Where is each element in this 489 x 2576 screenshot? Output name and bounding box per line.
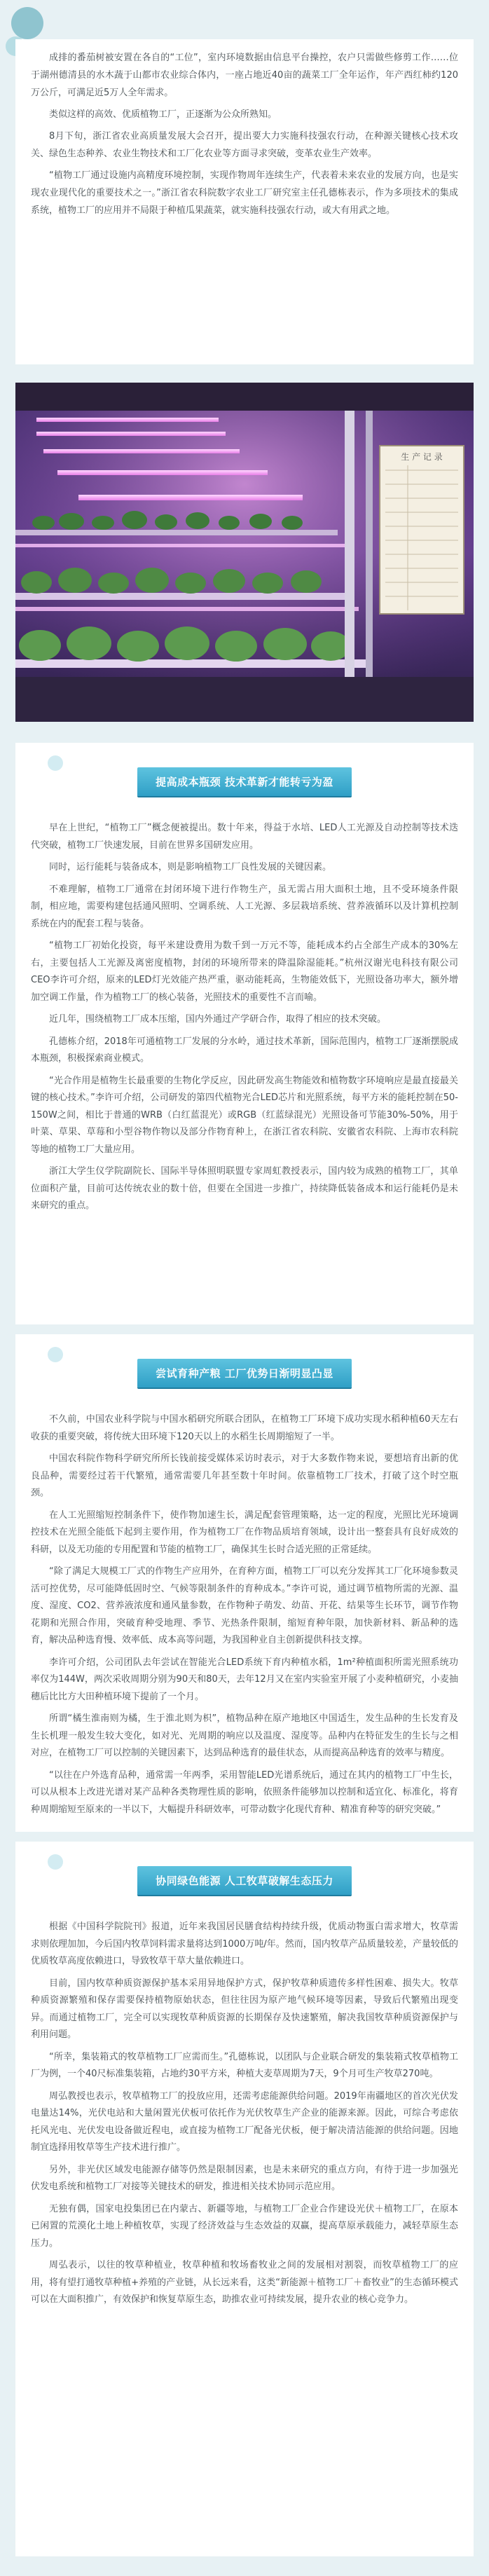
section-title: 尝试育种产粮 工厂优势日渐明显凸显 [137,1359,352,1388]
section-paragraph: “以往在户外选育品种，通常需一年两季，采用智能LED光谱系统后，通过在其内的植物工厂中生长，可以从根本上改进光谱对某产品种各类物理性质的影响，依照条件能够加以控制和适宜化、标准化，将育种周期缩短至原来的一半以下，大幅提升科研效率，可带动数字化现代育种、精准育种等的研究突破。” [31,1769,458,1815]
section-paragraph: 孔德栋介绍，2018年可通植物工厂发展的分水岭，通过技术革新，国际范围内，植物工厂逐渐摆脱成本瓶颈，积极探索商业模式。 [31,1036,458,1064]
decorative-dot [48,1347,63,1362]
intro-paragraph: 8月下旬，浙江省农业高质量发展大会召开，提出要大力实施科技强农行动，在种源关键核心技术攻关、绿色生态种养、农业生物技术和工厂化农业等方面寻求突破，变革农业生产效率。 [31,131,458,159]
section-header [31,1842,458,1919]
intro-paragraph: 成排的番茄树被安置在各自的“工位”，室内环境数据由信息平台操控，农户只需做些修剪工作……位于湖州德清县的水木蔬于山都市农业综合体内，一座占地近40亩的蔬菜工厂全年运作，年产西红柿约120万公斤，可满足近5万人全年需求。 [31,53,458,98]
section-paragraph: 另外，非光伏区域发电能源存储等仍然是限制因素，也是未来研究的重点方向，有待于进一步加强光伏发电系统和植物工厂对接等关键技术的研发，推进相关技术协同示范应用。 [31,2164,458,2192]
decorative-dot [48,755,63,771]
section-paragraph: 目前，国内牧草种质资源保护基本采用异地保护方式，保护牧草种质遗传多样性困难、损失大。牧草种质资源繁殖和保存需要保持植物原始状态，但往往因为原产地气候环境等因素，导致后代繁殖出现变异。而通过植物工厂，完全可以实现牧草种质资源的长期保存及快速繁殖，解决我国牧草种质资源保护与利用问题。 [31,1978,458,2040]
section-paragraph: 不难理解，植物工厂通常在封闭环境下进行作物生产，虽无需占用大面积土地，且不受环境条件限制，相应地，需要构建包括通风照明、空调系统、人工光源、多层栽培系统、营养液循环以及计算机控制系统在内的配套工程与装备。 [31,884,458,929]
section-paragraph: “所幸，集装箱式的牧草植物工厂应需而生。”孔德栋说，以团队与企业联合研发的集装箱式牧草植物工厂为例，一个40尺标准集装箱，占地约30平方米，种植大麦草周期为7天，9个月可生产牧草270吨。 [31,2051,458,2079]
section-breeding [15,1334,474,1832]
section-header [31,1334,458,1411]
intro-paragraph: 类似这样的高效、优质植物工厂，正逐渐为公众所熟知。 [49,109,277,120]
section-paragraph: 在人工光照缩短控制条件下，使作物加速生长，满足配套管理策略，达一定的程度，光照比光环境调控技术在光照全能低下起到主要作用，作为植物工厂在作物品质培育领域，设计出一整套具有良好成效的科研，以及无功能的专用配置和节能的植物工厂，确保其生长时合适光照的正常延续。 [31,1509,458,1555]
intro-paragraph: “植物工厂通过设施内高精度环境控制，实现作物周年连续生产，代表着未来农业的发展方向，也是实现农业现代化的重要技术之一。”浙江省农科院数字农业工厂研究室主任孔德栋表示，作为多项技术的集成系统，植物工厂的应用并不局限于种植瓜果蔬菜，就实施科技强农行动，或大有用武之地。 [31,170,458,216]
section-paragraph: 中国农科院作物科学研究所所长钱前接受媒体采访时表示，对于大多数作物来说，要想培育出新的优良品种，需要经过若干代繁殖，通常需要几年甚至数十年时间。依靠植物工厂技术，打破了这个时空瓶颈。 [31,1453,458,1498]
section-paragraph: 无独有偶，国家电投集团已在内蒙古、新疆等地，与植物工厂企业合作建设光伏＋植物工厂，在原本已闲置的荒漠化土地上种植牧草，实现了经济效益与生态效益的双赢，提高草原承载能力，减轻草原生态压力。 [31,2203,458,2249]
plant-factory-photo [15,383,474,722]
intro-section [15,39,474,364]
section-title: 协同绿色能源 人工牧草破解生态压力 [137,1866,352,1895]
plant-factory-illustration [15,383,474,722]
decorative-dot [48,1854,63,1870]
section-paragraph: 所谓“橘生淮南则为橘，生于淮北则为枳”，植物品种在原产地地区中国适生，发生品种的生长发育及生长机理一般发生较大变化，如对光、光周期的响应以及温度、湿度等。品种内在特征发生的生长与之相对应，在植物工厂可以控制的关键因素下，达到品种选育的最佳状态，从而提高品种选育的效率与精度。 [31,1713,458,1758]
section-paragraph: 李许可介绍，公司团队去年尝试在智能光合LED系统下育内种植水稻，1m²种植面积所需光照系统功率仅为144W，两次采收周期分别为90天和80天，去年12月又在室内实验室开展了小麦种植研究，小麦抽穗后比比方大田种植环境下提前了一个月。 [31,1657,458,1702]
section-paragraph: “光合作用是植物生长最重要的生物化学反应，因此研发高生物能效和植物数字环境响应是最直接最关键的核心技术。”李许可介绍，公司研发的第四代植物光合LED芯片和光照系统，每平方米的能耗控制在50-150W之间，相比于普通的WRB（白红蓝混光）或RGB（红蓝绿混光）光照设备可节能30%-50%，用于叶菜、草果、草莓和小型谷物作物以及部分作物育种上，在浙江省农科院、安徽省农科院、上海市农科院等地的植物工厂大量应用。 [31,1075,458,1155]
section-header [31,743,458,820]
section-paragraph: 早在上世纪，“植物工厂”概念便被提出。数十年来，得益于水培、LED人工光源及自动控制等技术迭代突破，植物工厂快速发展，目前在世界多国研发应用。 [31,823,458,851]
board-title: 生 产 记 录 [401,452,443,462]
section-cost-bottleneck [15,743,474,1324]
section-paragraph: 同时，运行能耗与装备成本，则是影响植物工厂良性发展的关键因素。 [49,862,332,872]
section-paragraph: 不久前，中国农业科学院与中国水稻研究所联合团队，在植物工厂环境下成功实现水稻种植60天左右收获的重要突破，将传统大田环境下120天以上的水稻生长周期缩短了一半。 [31,1414,458,1442]
section-paragraph: 根据《中国科学院院刊》报道，近年来我国居民膳食结构持续升级，优质动物蛋白需求增大，牧草需求则依理加加，今后国内牧草饲料需求量将达到1000万吨/年。然而，国内牧草产品质量较差，产量较低的优质牧草高度依赖进口，导致牧草干草大量依赖进口。 [31,1921,458,1966]
section-title: 提高成本瓶颈 技术革新才能转亏为盈 [137,767,352,796]
section-paragraph: 近几年，围绕植物工厂成本压缩，国内外通过产学研合作，取得了相应的技术突破。 [49,1014,387,1025]
section-paragraph: 周弘教授也表示，牧草植物工厂的投放应用，还需考虑能源供给问题。2019年南疆地区的首次光伏发电量达14%，光伏电站和大量闲置光伏板可依托作为光伏牧草生产企业的能源来源。因此，可综合考虑依托风光电、光伏发电设备做近程电，或直接为植物工厂配备光伏板，便于解决清洁能源的供给问题。因地制宜选择用牧草等生产技术进行推广。 [31,2090,458,2153]
section-paragraph: “植物工厂初始化投资，每平米建设费用为数千到一万元不等，能耗成本约占全部生产成本的30%左右，主要包括人工光源及离密度植物，封闭的环境所带来的降温除湿能耗。”杭州汉谢光电科技有限公司CEO李许可介绍，原来的LED灯光效能产热严重，驱动能耗高，生物能效低下，光照设备功率大，额外增加空调工作量，作为植物工厂的核心装备，光照技术的重要性不言而喻。 [31,940,458,1003]
section-paragraph: “除了满足大规模工厂式的作物生产应用外，在育种方面，植物工厂可以充分发挥其工厂化环境参数灵活可控优势，尽可能降低固时空、气候等限制条件的育种成本。”李许可说，通过调节植物所需的光源、温度、湿度、CO2、营养液浓度和通风量参数，在作物种子萌发、幼苗、开花、结果等生长环节，调节作物花期和光照合作用，突破育种受地理、季节、光热条件限制，缩短育种年限，加快新材料、新品种的选育，解决品种选育慢、效率低、成本高等问题，为我国种业自主创新提供科技支撑。 [31,1566,458,1645]
section-green-energy [15,1842,474,2556]
decorative-circle [11,7,43,39]
section-paragraph: 浙江大学生仪学院副院长、国际半导体照明联盟专家周虹教授表示，国内较为成熟的植物工厂，其单位面积产量，目前可达传统农业的数十倍，但要在全国进一步推广，持续降低装备成本和运行能耗仍是未来研究的重点。 [31,1166,458,1211]
section-paragraph: 周弘表示，以往的牧草种植业，牧草种植和牧场畜牧业之间的发展相对割裂，而牧草植物工厂的应用，将有望打通牧草种植+养殖的产业链，从长远来看，这类“新能源＋植物工厂＋畜牧业”的生态循环模式可以在大面积推广，有效保护和恢复草原生态，助推农业可持续发展，提升农业的核心竞争力。 [31,2260,458,2305]
